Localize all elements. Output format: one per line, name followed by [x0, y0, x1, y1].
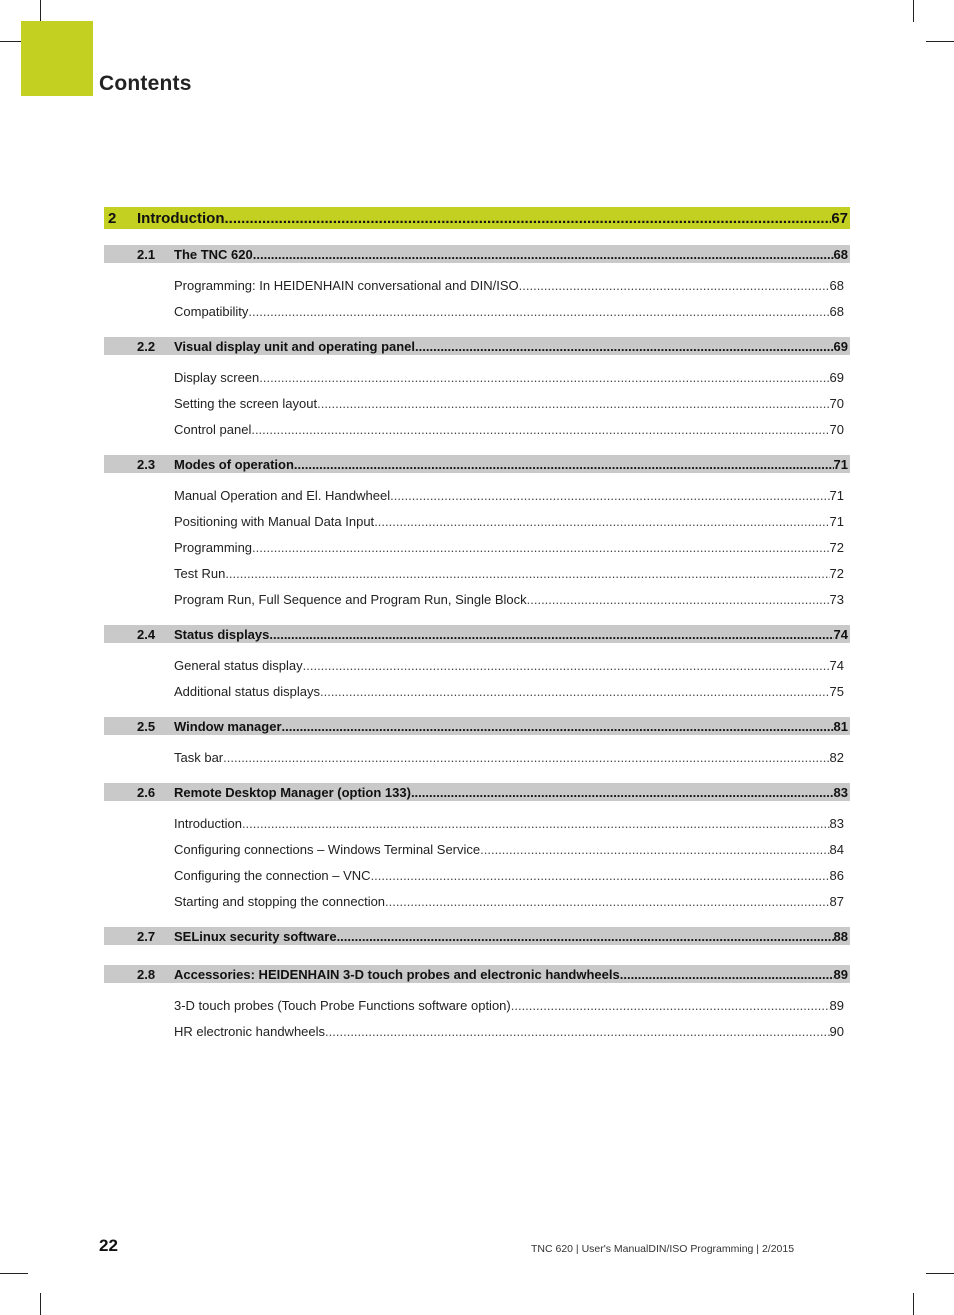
toc-item-list	[104, 355, 850, 447]
item-title: Test Run	[174, 566, 226, 581]
item-page: 89	[829, 998, 844, 1013]
item-title-leader	[174, 653, 830, 679]
chapter-title-leader	[137, 210, 831, 227]
toc-item[interactable]	[104, 679, 850, 705]
toc-sections	[104, 245, 850, 1049]
item-title: Display screen	[174, 370, 260, 385]
item-title: Introduction	[174, 816, 242, 831]
crop-mark	[0, 1273, 28, 1274]
section-title: Accessories: HEIDENHAIN 3-D touch probes and electronic handwheels	[174, 966, 620, 982]
item-title-leader	[174, 535, 830, 561]
dot-leader	[303, 653, 830, 679]
item-title: Programming	[174, 540, 253, 555]
dot-leader	[225, 561, 829, 587]
dot-leader	[511, 993, 830, 1019]
toc-section-row[interactable]	[104, 337, 850, 355]
dot-leader	[411, 785, 834, 800]
item-title-leader	[174, 679, 830, 705]
section-number: 2.6	[137, 784, 156, 800]
toc-item[interactable]	[104, 391, 850, 417]
item-page: 72	[829, 566, 844, 581]
toc-item-list	[104, 945, 850, 957]
section-number: 2.3	[137, 456, 156, 472]
section-title: The TNC 620	[174, 246, 253, 262]
item-page: 87	[829, 894, 844, 909]
page-number: 22	[99, 1236, 118, 1255]
dot-leader	[251, 417, 829, 443]
toc-chapter-row[interactable]	[104, 207, 850, 229]
item-title-leader	[174, 299, 830, 325]
dot-leader	[415, 339, 834, 354]
section-title-leader	[174, 339, 834, 354]
page-title: Contents	[99, 72, 192, 95]
item-page: 69	[829, 370, 844, 385]
item-title-leader	[174, 993, 830, 1019]
crop-mark	[913, 0, 914, 22]
dot-leader	[223, 745, 829, 771]
item-title-leader	[174, 273, 830, 299]
dot-leader	[325, 1019, 830, 1045]
section-number: 2.5	[137, 718, 156, 734]
dot-leader	[259, 365, 829, 391]
crop-mark	[40, 1293, 41, 1315]
item-title: Setting the screen layout	[174, 396, 318, 411]
chapter-color-block	[21, 21, 93, 96]
section-page: 89	[833, 966, 848, 982]
item-title: Configuring the connection – VNC	[174, 868, 371, 883]
item-title-leader	[174, 561, 830, 587]
section-number: 2.8	[137, 966, 156, 982]
dot-leader	[248, 299, 829, 325]
section-title-leader	[174, 457, 834, 472]
section-title-leader	[174, 785, 834, 800]
item-title: Configuring connections – Windows Terminal Service	[174, 842, 481, 857]
dot-leader	[385, 889, 829, 915]
toc-item[interactable]	[104, 299, 850, 325]
item-page: 72	[829, 540, 844, 555]
item-page: 90	[829, 1024, 844, 1039]
section-page: 83	[833, 784, 848, 800]
dot-leader	[242, 811, 830, 837]
item-title: Programming: In HEIDENHAIN conversational and DIN/ISO	[174, 278, 519, 293]
item-page: 68	[829, 304, 844, 319]
toc-item[interactable]	[104, 863, 850, 889]
item-title: Control panel	[174, 422, 252, 437]
item-title-leader	[174, 889, 830, 915]
item-title: Positioning with Manual Data Input	[174, 514, 375, 529]
chapter-page: 67	[831, 209, 848, 227]
dot-leader	[527, 587, 830, 613]
item-title-leader	[174, 509, 830, 535]
section-page: 88	[833, 928, 848, 944]
toc-section-row[interactable]	[104, 965, 850, 983]
dot-leader	[371, 863, 830, 889]
toc-item[interactable]	[104, 417, 850, 443]
toc-item-list	[104, 643, 850, 709]
toc-item[interactable]	[104, 745, 850, 771]
dot-leader	[374, 509, 829, 535]
toc-item-list	[104, 473, 850, 617]
toc-item[interactable]	[104, 273, 850, 299]
section-title-leader	[174, 967, 834, 982]
section-number: 2.1	[137, 246, 156, 262]
dot-leader	[320, 679, 830, 705]
dot-leader	[253, 247, 834, 262]
dot-leader	[224, 210, 831, 227]
dot-leader	[282, 719, 834, 734]
toc-item[interactable]	[104, 811, 850, 837]
section-page: 71	[833, 456, 848, 472]
section-page: 74	[833, 626, 848, 642]
section-title: Window manager	[174, 718, 282, 734]
section-title: Remote Desktop Manager (option 133)	[174, 784, 411, 800]
toc-item[interactable]	[104, 483, 850, 509]
item-title: Task bar	[174, 750, 224, 765]
toc-section-row[interactable]	[104, 783, 850, 801]
toc-item[interactable]	[104, 993, 850, 1019]
item-title-leader	[174, 365, 830, 391]
section-title: SELinux security software	[174, 928, 337, 944]
chapter-title: Introduction	[137, 209, 225, 227]
section-title: Visual display unit and operating panel	[174, 338, 416, 354]
section-title: Status displays	[174, 626, 270, 642]
crop-mark	[926, 1273, 954, 1274]
item-page: 73	[829, 592, 844, 607]
toc-section-row[interactable]	[104, 625, 850, 643]
item-title-leader	[174, 483, 830, 509]
toc-item[interactable]	[104, 837, 850, 863]
item-title: Starting and stopping the connection	[174, 894, 386, 909]
item-title-leader	[174, 417, 830, 443]
item-page: 70	[829, 396, 844, 411]
item-title-leader	[174, 863, 830, 889]
toc-item[interactable]	[104, 889, 850, 915]
toc-item-list	[104, 983, 850, 1049]
toc-item-list	[104, 263, 850, 329]
item-title: 3-D touch probes (Touch Probe Functions software option)	[174, 998, 511, 1013]
footer-text: TNC 620 | User's ManualDIN/ISO Programming | 2/2015	[531, 1243, 795, 1255]
item-title-leader	[174, 745, 830, 771]
dot-leader	[519, 273, 830, 299]
section-title-leader	[174, 929, 834, 944]
section-title-leader	[174, 247, 834, 262]
section-page: 68	[833, 246, 848, 262]
item-title: Program Run, Full Sequence and Program Run, Single Block	[174, 592, 527, 607]
section-title-leader	[174, 627, 834, 642]
item-page: 71	[829, 514, 844, 529]
toc-section-row[interactable]	[104, 927, 850, 945]
dot-leader	[269, 627, 833, 642]
item-page: 74	[829, 658, 844, 673]
toc-item-list	[104, 801, 850, 919]
item-page: 71	[829, 488, 844, 503]
toc-item[interactable]	[104, 535, 850, 561]
item-title-leader	[174, 811, 830, 837]
item-page: 68	[829, 278, 844, 293]
item-page: 75	[829, 684, 844, 699]
item-title-leader	[174, 837, 830, 863]
item-title-leader	[174, 1019, 830, 1045]
toc-item[interactable]	[104, 1019, 850, 1045]
dot-leader	[252, 535, 830, 561]
item-page: 82	[829, 750, 844, 765]
section-title: Modes of operation	[174, 456, 294, 472]
toc-item[interactable]	[104, 365, 850, 391]
item-title-leader	[174, 391, 830, 417]
item-page: 84	[829, 842, 844, 857]
toc-item[interactable]	[104, 561, 850, 587]
table-of-contents	[104, 207, 850, 1049]
item-title: Additional status displays	[174, 684, 320, 699]
item-title: General status display	[174, 658, 303, 673]
item-page: 83	[829, 816, 844, 831]
dot-leader	[620, 967, 834, 982]
item-page: 86	[829, 868, 844, 883]
chapter-number: 2	[108, 209, 117, 227]
item-page: 70	[829, 422, 844, 437]
toc-section-row[interactable]	[104, 455, 850, 473]
dot-leader	[337, 929, 834, 944]
toc-item[interactable]	[104, 653, 850, 679]
crop-mark	[926, 41, 954, 42]
dot-leader	[390, 483, 829, 509]
dot-leader	[480, 837, 829, 863]
section-number: 2.4	[137, 626, 156, 642]
section-page: 69	[833, 338, 848, 354]
crop-mark	[913, 1293, 914, 1315]
dot-leader	[317, 391, 829, 417]
dot-leader	[294, 457, 834, 472]
crop-mark	[40, 0, 41, 22]
item-title-leader	[174, 587, 830, 613]
item-title: Compatibility	[174, 304, 249, 319]
item-title: HR electronic handwheels	[174, 1024, 326, 1039]
section-title-leader	[174, 719, 834, 734]
toc-section-row[interactable]	[104, 717, 850, 735]
section-page: 81	[833, 718, 848, 734]
toc-item[interactable]	[104, 509, 850, 535]
toc-item[interactable]	[104, 587, 850, 613]
toc-section-row[interactable]	[104, 245, 850, 263]
item-title: Manual Operation and El. Handwheel	[174, 488, 391, 503]
section-number: 2.2	[137, 338, 156, 354]
section-number: 2.7	[137, 928, 156, 944]
toc-item-list	[104, 735, 850, 775]
